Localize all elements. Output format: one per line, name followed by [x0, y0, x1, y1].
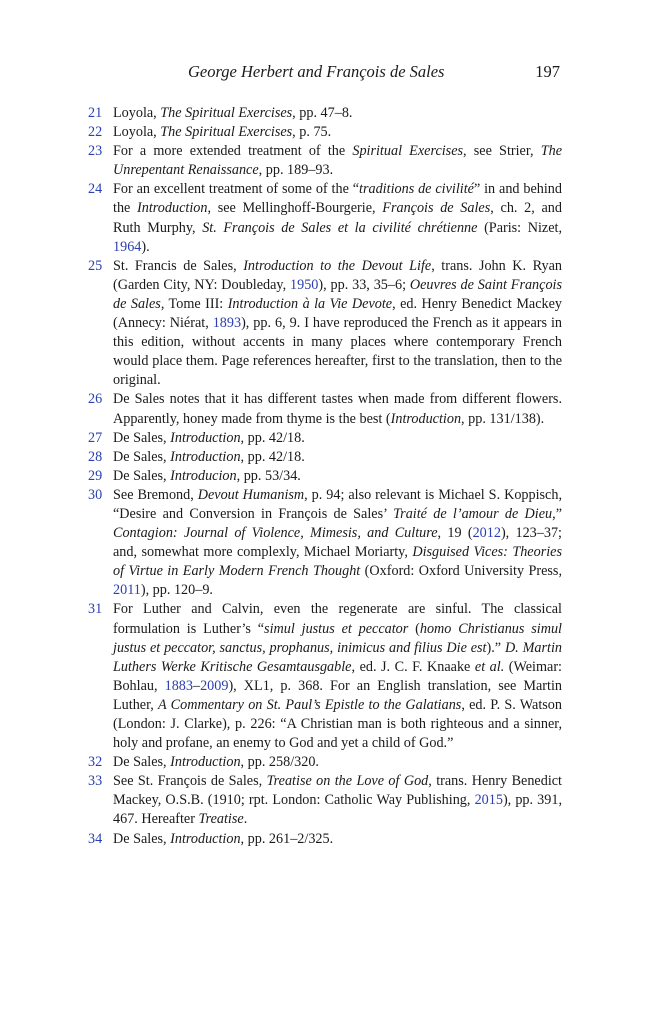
- italic-title: Introduction: [390, 410, 462, 427]
- endnote-text: [113, 830, 562, 849]
- page-number: 197: [535, 62, 560, 81]
- running-head: [180, 62, 560, 84]
- note-text-segment: De Sales,: [113, 429, 171, 446]
- endnote-number-link[interactable]: 34: [88, 830, 103, 847]
- year-link[interactable]: 1964: [113, 238, 142, 255]
- endnotes-list: [88, 104, 562, 849]
- note-text-segment: ), 123–37; and, somewhat more complexly, Michael Moriarty,: [113, 525, 562, 561]
- note-text-segment: , pp. 47–8.: [292, 105, 353, 121]
- endnote-number-link[interactable]: 27: [88, 429, 103, 446]
- note-text-segment: ).”: [486, 639, 505, 656]
- endnote-text: [113, 104, 562, 123]
- endnote-number-link[interactable]: 22: [88, 124, 103, 141]
- endnote-number-link[interactable]: 29: [88, 467, 103, 484]
- note-text-segment: De Sales notes that it has different tastes when made from different flowers. Apparently, honey made from thyme is the best (: [113, 391, 562, 427]
- italic-title: François de Sales: [382, 200, 491, 217]
- note-text-segment: , pp. 131/138).: [461, 410, 545, 427]
- note-text-segment: , 19 (: [437, 525, 473, 542]
- year-link[interactable]: 1893: [212, 315, 242, 332]
- endnote-number-link[interactable]: 31: [88, 601, 103, 618]
- endnote-text: [113, 600, 562, 753]
- note-text-segment: ), pp. 33, 35–6;: [318, 276, 410, 293]
- note-text-segment: De Sales,: [113, 754, 171, 771]
- italic-title: The Spiritual Exercises: [160, 105, 293, 121]
- endnote-text: [113, 772, 562, 829]
- endnote-text: [113, 486, 562, 601]
- year-link[interactable]: 2009: [200, 677, 229, 694]
- italic-title: Introduction: [170, 830, 241, 847]
- note-text-segment: , pp. 53/34.: [236, 467, 301, 484]
- year-link[interactable]: 2011: [113, 582, 141, 599]
- endnote-23: [88, 142, 562, 180]
- note-text-segment: For an excellent treatment of some of the “: [113, 181, 360, 198]
- year-link[interactable]: 1883: [164, 677, 193, 694]
- italic-title: The Spiritual Exercises: [160, 124, 293, 141]
- italic-title: Introduction: [170, 429, 241, 446]
- italic-title: Traité de l’amour de Dieu: [393, 505, 553, 522]
- italic-title: Oeuvres de Saint François de Sales: [113, 276, 563, 312]
- endnote-number-link[interactable]: 33: [88, 773, 103, 790]
- italic-title: homo Christianus simul justus et peccator, sanctus, prophanus, inimicus and filius Die est: [113, 620, 563, 656]
- endnote-25: [88, 257, 562, 391]
- note-text-segment: , ch. 2, and Ruth Murphy,: [113, 200, 562, 236]
- note-text-segment: , Tome III:: [160, 295, 228, 312]
- year-link[interactable]: 1950: [290, 276, 319, 293]
- note-text-segment: For Luther and Calvin, even the regenerate are sinful. The classical formulation is Luther’s “: [113, 601, 562, 637]
- endnote-34: [88, 830, 562, 849]
- italic-title: et al.: [474, 658, 505, 675]
- note-text-segment: ,”: [552, 505, 562, 522]
- note-text-segment: , see Mellinghoff-Bourgerie,: [207, 200, 383, 217]
- note-text-segment: See Bremond,: [113, 486, 198, 503]
- note-text-segment: , pp. 261–2/325.: [240, 830, 334, 847]
- italic-title: Introduction: [170, 448, 241, 465]
- note-text-segment: , pp. 42/18.: [240, 448, 305, 465]
- italic-title: Contagion: Journal of Violence, Mimesis, and Culture: [113, 525, 438, 542]
- italic-title: A Commentary on St. Paul’s Epistle to the Galatians: [158, 696, 462, 713]
- note-text-segment: .: [243, 811, 248, 828]
- endnote-text: [113, 123, 562, 142]
- italic-title: Introducion: [170, 467, 237, 484]
- note-text-segment: , ed. J. C. F. Knaake: [351, 658, 475, 675]
- endnote-31: [88, 600, 562, 753]
- endnote-22: [88, 123, 562, 142]
- endnote-text: [113, 448, 562, 467]
- endnote-number-link[interactable]: 21: [88, 105, 103, 121]
- note-text-segment: , p. 75.: [292, 124, 332, 141]
- italic-title: St. François de Sales et la civilité chrétienne: [202, 219, 478, 236]
- note-text-segment: De Sales,: [113, 467, 171, 484]
- endnote-number-link[interactable]: 25: [88, 257, 103, 274]
- endnote-text: [113, 429, 562, 448]
- italic-title: Spiritual Exercises: [352, 143, 464, 160]
- endnote-number-link[interactable]: 26: [88, 391, 103, 408]
- note-text-segment: St. Francis de Sales,: [113, 257, 244, 274]
- endnote-27: [88, 429, 562, 448]
- italic-title: Introduction: [137, 200, 208, 217]
- endnote-text: [113, 180, 562, 256]
- note-text-segment: ), pp. 391, 467. Hereafter: [113, 792, 562, 828]
- endnote-29: [88, 467, 562, 486]
- endnote-text: [113, 467, 562, 486]
- note-text-segment: , trans. John K. Ryan (Garden City, NY: Doubleday,: [113, 257, 563, 293]
- note-text-segment: ), XL1, p. 368. For an English translation, see Martin Luther,: [113, 677, 562, 713]
- note-text-segment: See St. François de Sales,: [113, 773, 267, 790]
- italic-title: Devout Humanism: [197, 486, 305, 503]
- note-text-segment: , ed. P. S. Watson (London: J. Clarke), p. 226: “A Christian man is both righteous and a sinner, holy and profane, an enemy to God and yet a child of God.”: [113, 696, 562, 752]
- italic-title: Disguised Vices: Theories of Virtue in Early Modern French Thought: [113, 544, 562, 580]
- note-text-segment: ” in and behind the: [113, 181, 562, 217]
- year-link[interactable]: 2012: [472, 525, 501, 542]
- note-text-segment: , pp. 189–93.: [258, 162, 334, 179]
- note-text-segment: De Sales,: [113, 830, 171, 847]
- endnote-number-link[interactable]: 32: [88, 754, 103, 771]
- endnote-number-link[interactable]: 30: [88, 486, 103, 503]
- note-text-segment: ), pp. 6, 9. I have reproduced the French as it appears in this edition, without accents in many places where contemporary French would place them. Page references hereafter, first to the translation, then to the original.: [113, 315, 562, 389]
- italic-title: Introduction to the Devout Life: [243, 257, 432, 274]
- endnote-number-link[interactable]: 24: [88, 181, 103, 198]
- note-text-segment: , see Strier,: [463, 143, 541, 160]
- note-text-segment: (Paris: Nizet,: [477, 219, 563, 236]
- note-text-segment: (: [408, 620, 420, 637]
- endnote-number-link[interactable]: 23: [88, 143, 103, 160]
- note-text-segment: (Weimar: Bohlau,: [113, 658, 563, 694]
- endnote-21: [88, 104, 562, 123]
- endnote-26: [88, 390, 562, 428]
- note-text-segment: For a more extended treatment of the: [113, 143, 353, 160]
- endnote-text: [113, 753, 562, 772]
- endnote-33: [88, 772, 562, 829]
- italic-title: traditions de civilité: [359, 181, 474, 198]
- endnote-28: [88, 448, 562, 467]
- note-text-segment: , trans. Henry Benedict Mackey, O.S.B. (1910; rpt. London: Catholic Way Publishing,: [113, 773, 563, 809]
- italic-title: The Unrepentant Renaissance: [113, 143, 563, 179]
- italic-title: Treatise: [198, 811, 244, 828]
- endnote-number-link[interactable]: 28: [88, 448, 103, 465]
- italic-title: D. Martin Luthers Werke Kritische Gesamtausgable: [113, 639, 562, 675]
- italic-title: Treatise on the Love of God: [266, 773, 429, 790]
- endnote-text: [113, 390, 562, 428]
- running-head-title: George Herbert and François de Sales: [188, 62, 445, 81]
- italic-title: Introduction à la Vie Devote: [227, 295, 393, 312]
- endnote-32: [88, 753, 562, 772]
- note-text-segment: De Sales,: [113, 448, 171, 465]
- note-text-segment: Loyola,: [113, 105, 161, 121]
- note-text-segment: (Oxford: Oxford University Press,: [360, 563, 562, 580]
- endnote-text: [113, 257, 562, 391]
- note-text-segment: , pp. 258/320.: [240, 754, 319, 771]
- year-link[interactable]: 2015: [474, 792, 503, 809]
- note-text-segment: Loyola,: [113, 124, 161, 141]
- note-text-segment: , pp. 42/18.: [240, 429, 305, 446]
- note-text-segment: –: [192, 677, 201, 694]
- endnote-30: [88, 486, 562, 601]
- note-text-segment: ).: [141, 238, 150, 255]
- note-text-segment: , p. 94; also relevant is Michael S. Koppisch, “Desire and Conversion in François de Sales’: [113, 486, 562, 522]
- endnote-text: [113, 142, 562, 180]
- italic-title: simul justus et peccator: [264, 620, 409, 637]
- italic-title: Introduction: [170, 754, 241, 771]
- note-text-segment: , ed. Henry Benedict Mackey (Annecy: Niérat,: [113, 295, 563, 332]
- note-text-segment: ), pp. 120–9.: [140, 582, 213, 599]
- endnote-24: [88, 180, 562, 256]
